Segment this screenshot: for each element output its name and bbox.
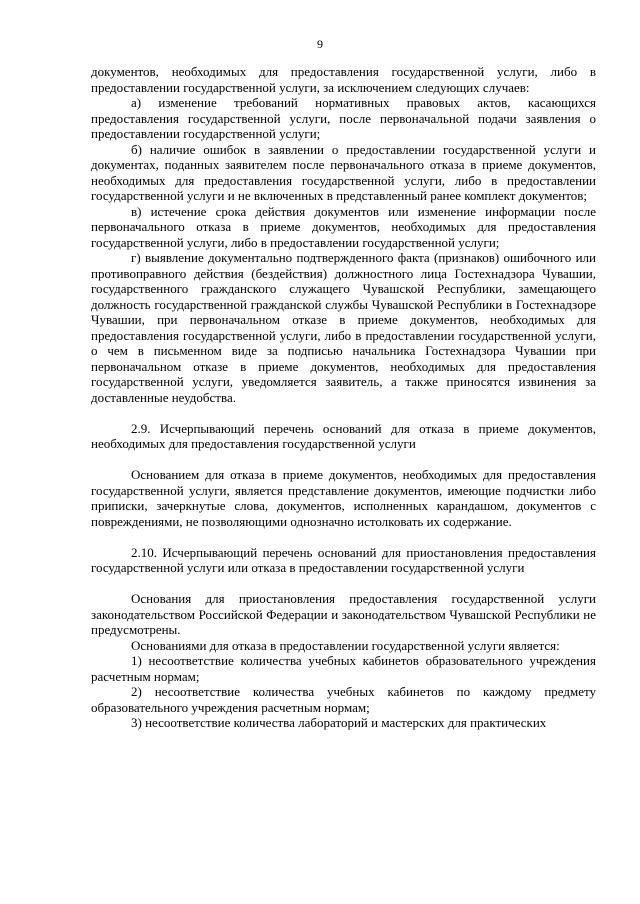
paragraph: а) изменение требований нормативных правовых актов, касающихся предоставления государственной услуги, после первоначальной подачи заявления о предоставлении государственной услуги; <box>91 95 596 141</box>
paragraph-gap <box>91 576 596 592</box>
paragraph: Основаниями для отказа в предоставлении государственной услуги является: <box>131 637 560 653</box>
page-number: 9 <box>317 37 323 51</box>
paragraph: 3) несоответствие количества лабораторий и мастерских для практических <box>131 715 547 730</box>
paragraph: г) выявление документально подтвержденного факта (признаков) ошибочного или противоправного действия (бездействия) должностного лица Гостехнадзора Чувашии, государственного гражданского служащего Чувашской Республики, замещающего должность государственной гражданской службы Чувашской Республики в Гостехнадзоре Чувашии, при первоначальном отказе в приеме документов, необходимых для предоставления государственной услуги, либо в предоставлении государственной услуги, о чем в письменном виде за подписью начальника Гостехнадзора Чувашии при первоначальном отказе в приеме документов, необходимых для предоставления государственной услуги, уведомляется заявитель, а также приносятся извинения за доставленные неудобства. <box>91 250 596 405</box>
paragraph: Основания для приостановления предоставления государственной услуги законодательством Российской Федерации и законодательством Чувашской Республики не предусмотрены. <box>91 591 596 637</box>
paragraph-gap <box>91 452 596 468</box>
paragraph: документов, необходимых для предоставления государственной услуги, либо в предоставлении государственной услуги, за исключением следующих случаев: <box>91 64 596 95</box>
document-body <box>91 64 596 731</box>
paragraph: 1) несоответствие количества учебных кабинетов образовательного учреждения расчетным нормам; <box>91 653 596 684</box>
paragraph: 2.10. Исчерпывающий перечень оснований для приостановления предоставления государственной услуги или отказа в предоставлении государственной услуги <box>91 544 596 575</box>
paragraph: в) истечение срока действия документов или изменение информации после первоначального отказа в приеме документов, необходимых для предоставления государственной услуги, либо в предоставлении государственной услуги; <box>91 203 596 250</box>
paragraph-gap <box>91 405 596 421</box>
paragraph-gap <box>91 529 596 545</box>
paragraph: Основанием для отказа в приеме документов, необходимых для предоставления государственной услуги, является представление документов, имеющие подчистки либо приписки, зачеркнутые слова, документов, исполненных карандашом, документов с повреждениями, не позволяющими однозначно истолковать их содержание. <box>91 467 596 529</box>
paragraph: б) наличие ошибок в заявлении о предоставлении государственной услуги и документах, поданных заявителем после первоначального отказа в приеме документов, необходимых для предоставления государственной услуги, либо в предоставлении государственной услуги и не включенных в представленный ранее комплект документов; <box>91 141 596 203</box>
paragraph: 2) несоответствие количества учебных кабинетов по каждому предмету образовательного учреждения расчетным нормам; <box>91 684 596 715</box>
paragraph: 2.9. Исчерпывающий перечень оснований для отказа в приеме документов, необходимых для предоставления государственной услуги <box>91 420 596 451</box>
